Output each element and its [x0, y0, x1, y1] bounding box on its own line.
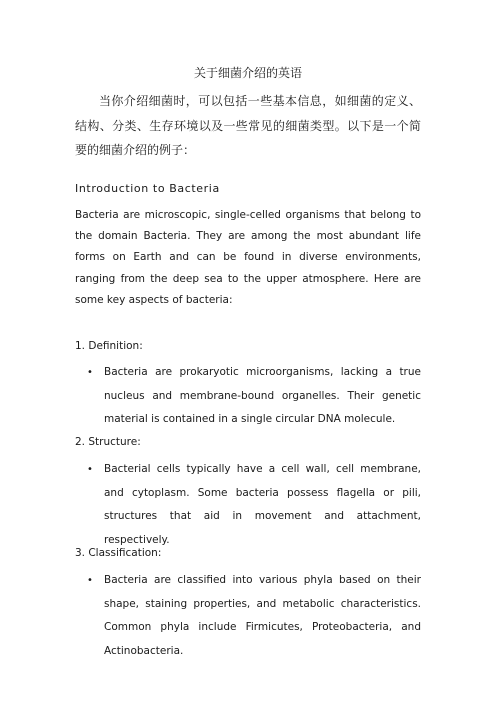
bullet-icon: • — [87, 367, 93, 378]
section-text-classification: Bacteria are classified into various phyla based on their shape, staining properties, and metabolic characteristics. Common phyla include Firmicutes, Proteobacteria, and Actinobacteria. — [104, 574, 421, 657]
chinese-intro-paragraph: 当你介绍细菌时，可以包括一些基本信息，如细菌的定义、结构、分类、生存环境以及一些常见的细菌类型。以下是一个简要的细菌介绍的例子： — [75, 94, 421, 157]
bullet-icon: • — [87, 575, 93, 586]
english-intro-paragraph: Bacteria are microscopic, single-celled organisms that belong to the domain Bacteria. They are among the most abundant life forms on Earth and can be found in diverse environments, ranging from the deep sea to the upper atmosphere. Here are some key aspects of bacteria: — [75, 209, 421, 306]
english-heading: Introduction to Bacteria — [75, 182, 220, 195]
section-heading-structure: 2. Structure: — [75, 436, 141, 448]
section-text-structure: Bacterial cells typically have a cell wall, cell membrane, and cytoplasm. Some bacteria possess flagella or pili, structures that aid in movement and attachment, respectively. — [104, 463, 421, 546]
section-heading-classification: 3. Classification: — [75, 547, 162, 559]
section-text-definition: Bacteria are prokaryotic microorganisms, lacking a true nucleus and membrane-bound organelles. Their genetic material is contained in a single circular DNA molecule. — [104, 366, 421, 425]
document-title: 关于细菌介绍的英语 — [193, 66, 302, 80]
bullet-icon: • — [87, 464, 93, 475]
section-heading-definition: 1. Definition: — [75, 340, 143, 352]
